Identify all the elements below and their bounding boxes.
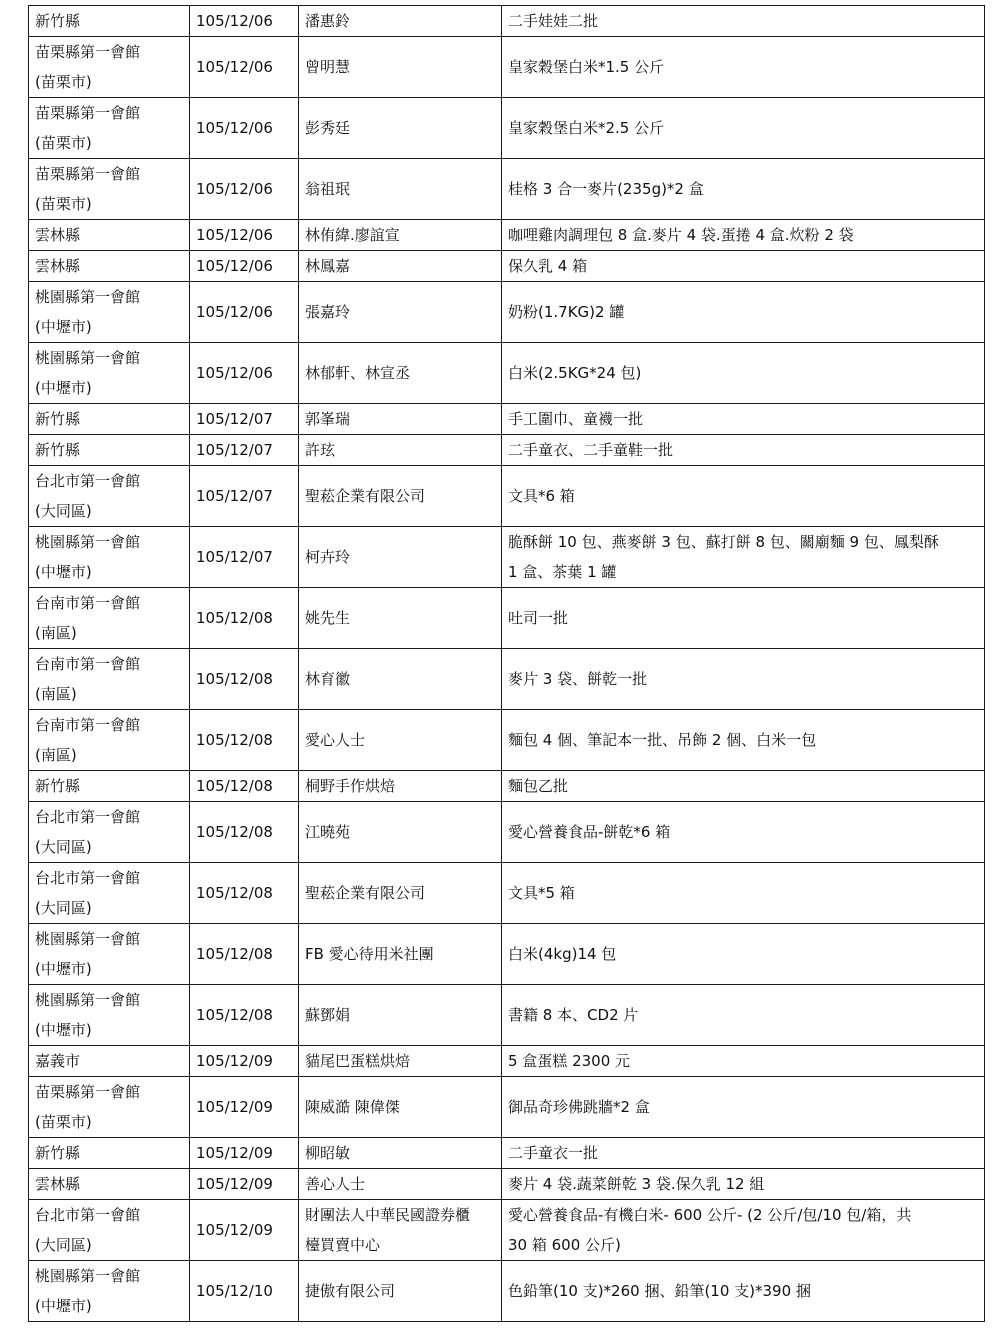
date-cell: 105/12/09	[190, 1138, 299, 1169]
table-row	[29, 588, 985, 649]
item-cell: 二手童衣一批	[502, 1138, 985, 1169]
item-cell: 手工圍巾、童襪一批	[502, 404, 985, 435]
item-cell: 麵包 4 個、筆記本一批、吊飾 2 個、白米一包	[502, 710, 985, 771]
table-row	[29, 37, 985, 98]
item-cell: 二手童衣、二手童鞋一批	[502, 435, 985, 466]
donor-cell: 曾明慧	[299, 37, 502, 98]
table-row	[29, 159, 985, 220]
unit-cell: 桃園縣第一會館 (中壢市)	[29, 985, 190, 1046]
date-cell: 105/12/08	[190, 924, 299, 985]
date-cell: 105/12/09	[190, 1169, 299, 1200]
table-row	[29, 1200, 985, 1261]
unit-cell: 新竹縣	[29, 6, 190, 37]
donor-cell: 陳威澔 陳偉傑	[299, 1077, 502, 1138]
unit-cell: 苗栗縣第一會館 (苗栗市)	[29, 37, 190, 98]
table-row	[29, 220, 985, 251]
item-cell: 愛心營養食品-有機白米- 600 公斤- (2 公斤/包/10 包/箱，共 30 箱 600 公斤)	[502, 1200, 985, 1261]
unit-cell: 台北市第一會館 (大同區)	[29, 802, 190, 863]
item-cell: 御品奇珍佛跳牆*2 盒	[502, 1077, 985, 1138]
table-row	[29, 466, 985, 527]
donor-cell: 江曉苑	[299, 802, 502, 863]
item-cell: 文具*6 箱	[502, 466, 985, 527]
donor-cell: 柳昭敏	[299, 1138, 502, 1169]
item-cell: 麵包乙批	[502, 771, 985, 802]
date-cell: 105/12/10	[190, 1261, 299, 1322]
date-cell: 105/12/06	[190, 282, 299, 343]
date-cell: 105/12/07	[190, 527, 299, 588]
donor-cell: 聖菘企業有限公司	[299, 466, 502, 527]
date-cell: 105/12/08	[190, 649, 299, 710]
donor-cell: 財團法人中華民國證券櫃 檯買賣中心	[299, 1200, 502, 1261]
table-row	[29, 802, 985, 863]
unit-cell: 台北市第一會館 (大同區)	[29, 863, 190, 924]
table-row	[29, 649, 985, 710]
item-cell: 吐司一批	[502, 588, 985, 649]
item-cell: 咖哩雞肉調理包 8 盒.麥片 4 袋.蛋捲 4 盒.炊粉 2 袋	[502, 220, 985, 251]
donor-cell: 桐野手作烘焙	[299, 771, 502, 802]
unit-cell: 新竹縣	[29, 435, 190, 466]
item-cell: 文具*5 箱	[502, 863, 985, 924]
item-cell: 白米(4kg)14 包	[502, 924, 985, 985]
donor-cell: 捷傲有限公司	[299, 1261, 502, 1322]
table-row	[29, 282, 985, 343]
donor-cell: 柯卉玲	[299, 527, 502, 588]
unit-cell: 新竹縣	[29, 771, 190, 802]
date-cell: 105/12/06	[190, 220, 299, 251]
date-cell: 105/12/08	[190, 802, 299, 863]
donor-cell: 姚先生	[299, 588, 502, 649]
table-row	[29, 771, 985, 802]
date-cell: 105/12/06	[190, 6, 299, 37]
date-cell: 105/12/08	[190, 710, 299, 771]
date-cell: 105/12/08	[190, 588, 299, 649]
date-cell: 105/12/07	[190, 466, 299, 527]
unit-cell: 苗栗縣第一會館 (苗栗市)	[29, 1077, 190, 1138]
unit-cell: 桃園縣第一會館 (中壢市)	[29, 343, 190, 404]
item-cell: 書籍 8 本、CD2 片	[502, 985, 985, 1046]
item-cell: 麥片 3 袋、餅乾一批	[502, 649, 985, 710]
item-cell: 二手娃娃二批	[502, 6, 985, 37]
donor-cell: 張嘉玲	[299, 282, 502, 343]
table-row	[29, 98, 985, 159]
table-row	[29, 435, 985, 466]
table-row	[29, 6, 985, 37]
item-cell: 5 盒蛋糕 2300 元	[502, 1046, 985, 1077]
donor-cell: 愛心人士	[299, 710, 502, 771]
unit-cell: 桃園縣第一會館 (中壢市)	[29, 924, 190, 985]
unit-cell: 桃園縣第一會館 (中壢市)	[29, 282, 190, 343]
donation-table	[28, 5, 985, 1322]
table-row	[29, 1077, 985, 1138]
donor-cell: 林侑緯.廖誼宣	[299, 220, 502, 251]
date-cell: 105/12/08	[190, 863, 299, 924]
date-cell: 105/12/09	[190, 1077, 299, 1138]
unit-cell: 雲林縣	[29, 251, 190, 282]
item-cell: 色鉛筆(10 支)*260 捆、鉛筆(10 支)*390 捆	[502, 1261, 985, 1322]
item-cell: 愛心營養食品-餅乾*6 箱	[502, 802, 985, 863]
donor-cell: 林育徽	[299, 649, 502, 710]
item-cell: 白米(2.5KG*24 包)	[502, 343, 985, 404]
date-cell: 105/12/09	[190, 1200, 299, 1261]
unit-cell: 台南市第一會館 (南區)	[29, 649, 190, 710]
table-row	[29, 710, 985, 771]
donor-cell: 聖菘企業有限公司	[299, 863, 502, 924]
date-cell: 105/12/06	[190, 251, 299, 282]
unit-cell: 桃園縣第一會館 (中壢市)	[29, 527, 190, 588]
donation-record-sheet	[28, 5, 985, 1322]
date-cell: 105/12/06	[190, 37, 299, 98]
date-cell: 105/12/09	[190, 1046, 299, 1077]
table-row	[29, 404, 985, 435]
unit-cell: 桃園縣第一會館 (中壢市)	[29, 1261, 190, 1322]
item-cell: 桂格 3 合一麥片(235g)*2 盒	[502, 159, 985, 220]
unit-cell: 台北市第一會館 (大同區)	[29, 1200, 190, 1261]
date-cell: 105/12/06	[190, 98, 299, 159]
donor-cell: 潘惠鈴	[299, 6, 502, 37]
table-row	[29, 863, 985, 924]
item-cell: 麥片 4 袋.蔬菜餅乾 3 袋.保久乳 12 組	[502, 1169, 985, 1200]
unit-cell: 台北市第一會館 (大同區)	[29, 466, 190, 527]
unit-cell: 台南市第一會館 (南區)	[29, 710, 190, 771]
date-cell: 105/12/07	[190, 404, 299, 435]
unit-cell: 雲林縣	[29, 220, 190, 251]
donor-cell: 貓尾巴蛋糕烘焙	[299, 1046, 502, 1077]
table-row	[29, 1169, 985, 1200]
unit-cell: 雲林縣	[29, 1169, 190, 1200]
unit-cell: 新竹縣	[29, 404, 190, 435]
item-cell: 脆酥餅 10 包、燕麥餅 3 包、蘇打餅 8 包、關廟麵 9 包、鳳梨酥 1 盒、茶葉 1 罐	[502, 527, 985, 588]
table-row	[29, 924, 985, 985]
donor-cell: FB 愛心待用米社團	[299, 924, 502, 985]
unit-cell: 苗栗縣第一會館 (苗栗市)	[29, 98, 190, 159]
table-row	[29, 527, 985, 588]
donor-cell: 彭秀廷	[299, 98, 502, 159]
date-cell: 105/12/07	[190, 435, 299, 466]
item-cell: 皇家穀堡白米*2.5 公斤	[502, 98, 985, 159]
donor-cell: 善心人士	[299, 1169, 502, 1200]
donor-cell: 蘇鄧娟	[299, 985, 502, 1046]
unit-cell: 苗栗縣第一會館 (苗栗市)	[29, 159, 190, 220]
donor-cell: 林鳳嘉	[299, 251, 502, 282]
date-cell: 105/12/08	[190, 771, 299, 802]
donor-cell: 許玹	[299, 435, 502, 466]
date-cell: 105/12/06	[190, 343, 299, 404]
table-row	[29, 1138, 985, 1169]
table-row	[29, 985, 985, 1046]
donor-cell: 郭峯瑞	[299, 404, 502, 435]
table-row	[29, 251, 985, 282]
donor-cell: 翁祖珉	[299, 159, 502, 220]
donor-cell: 林郁軒、林宣丞	[299, 343, 502, 404]
unit-cell: 台南市第一會館 (南區)	[29, 588, 190, 649]
unit-cell: 新竹縣	[29, 1138, 190, 1169]
item-cell: 奶粉(1.7KG)2 罐	[502, 282, 985, 343]
date-cell: 105/12/06	[190, 159, 299, 220]
table-row	[29, 343, 985, 404]
item-cell: 皇家穀堡白米*1.5 公斤	[502, 37, 985, 98]
date-cell: 105/12/08	[190, 985, 299, 1046]
unit-cell: 嘉義市	[29, 1046, 190, 1077]
table-row	[29, 1046, 985, 1077]
item-cell: 保久乳 4 箱	[502, 251, 985, 282]
table-row	[29, 1261, 985, 1322]
